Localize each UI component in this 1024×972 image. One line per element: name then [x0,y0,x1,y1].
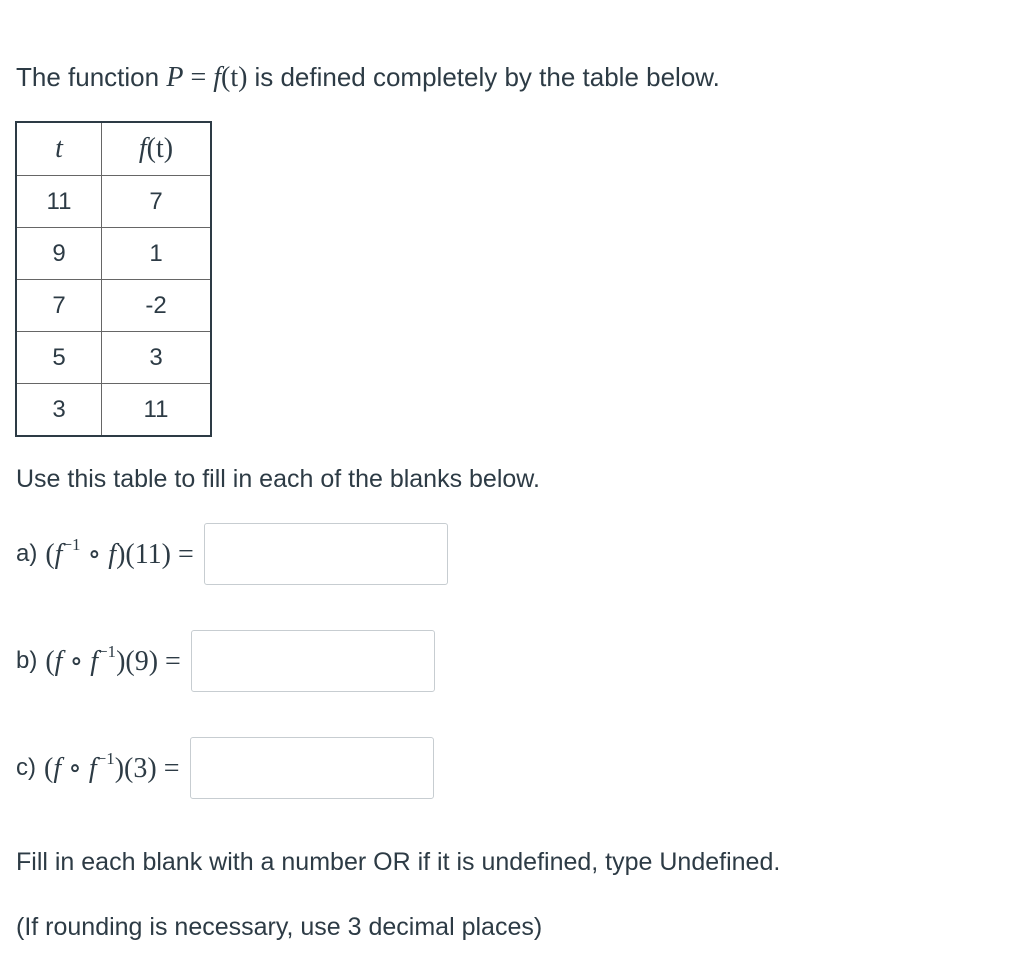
equation-equals: = [190,62,207,93]
intro-prefix: The function [16,62,160,92]
table-row [16,280,211,332]
question-a-expression: ($f^{-1}$ ∘ f)(11) = [45,535,194,570]
cell-f: 7 [102,176,212,228]
cell-t: 9 [16,228,102,280]
answer-input-b[interactable] [191,630,435,692]
cell-t: 5 [16,332,102,384]
cell-f: 3 [102,332,212,384]
question-a-label: a) [16,540,38,567]
question-c-label: c) [16,754,36,781]
cell-f: 11 [102,384,212,437]
equation-argument: (t) [221,62,248,93]
footer-note: Fill in each blank with a number OR if it is undefined, type Undefined. [16,848,781,876]
equation-function: f [213,62,222,93]
table-header-row [16,122,211,176]
table-row [16,384,211,437]
question-b-label: b) [16,647,38,674]
table-row [16,228,211,280]
instruction-text: Use this table to fill in each of the blanks below. [16,465,540,493]
cell-t: 11 [16,176,102,228]
question-b-expression: (f ∘ $f^{-1})(9)$ = [45,642,181,677]
cell-f: 1 [102,228,212,280]
header-t: t [16,122,102,176]
question-c [16,735,434,801]
question-c-expression: (f ∘ $f^{-1})(3)$ = [44,749,180,784]
answer-input-a[interactable] [204,523,448,585]
intro-equation [166,62,254,93]
answer-input-c[interactable] [190,737,434,799]
equation-lhs: P [166,62,184,93]
function-table [15,121,212,437]
intro-suffix: is defined completely by the table below. [254,62,720,92]
intro-text [16,60,720,95]
question-a [16,521,448,587]
question-b [16,628,435,694]
table-row [16,176,211,228]
table-row [16,332,211,384]
cell-f: -2 [102,280,212,332]
header-f: f(t) [102,122,212,176]
cell-t: 3 [16,384,102,437]
rounding-note: (If rounding is necessary, use 3 decimal places) [16,913,543,941]
cell-t: 7 [16,280,102,332]
